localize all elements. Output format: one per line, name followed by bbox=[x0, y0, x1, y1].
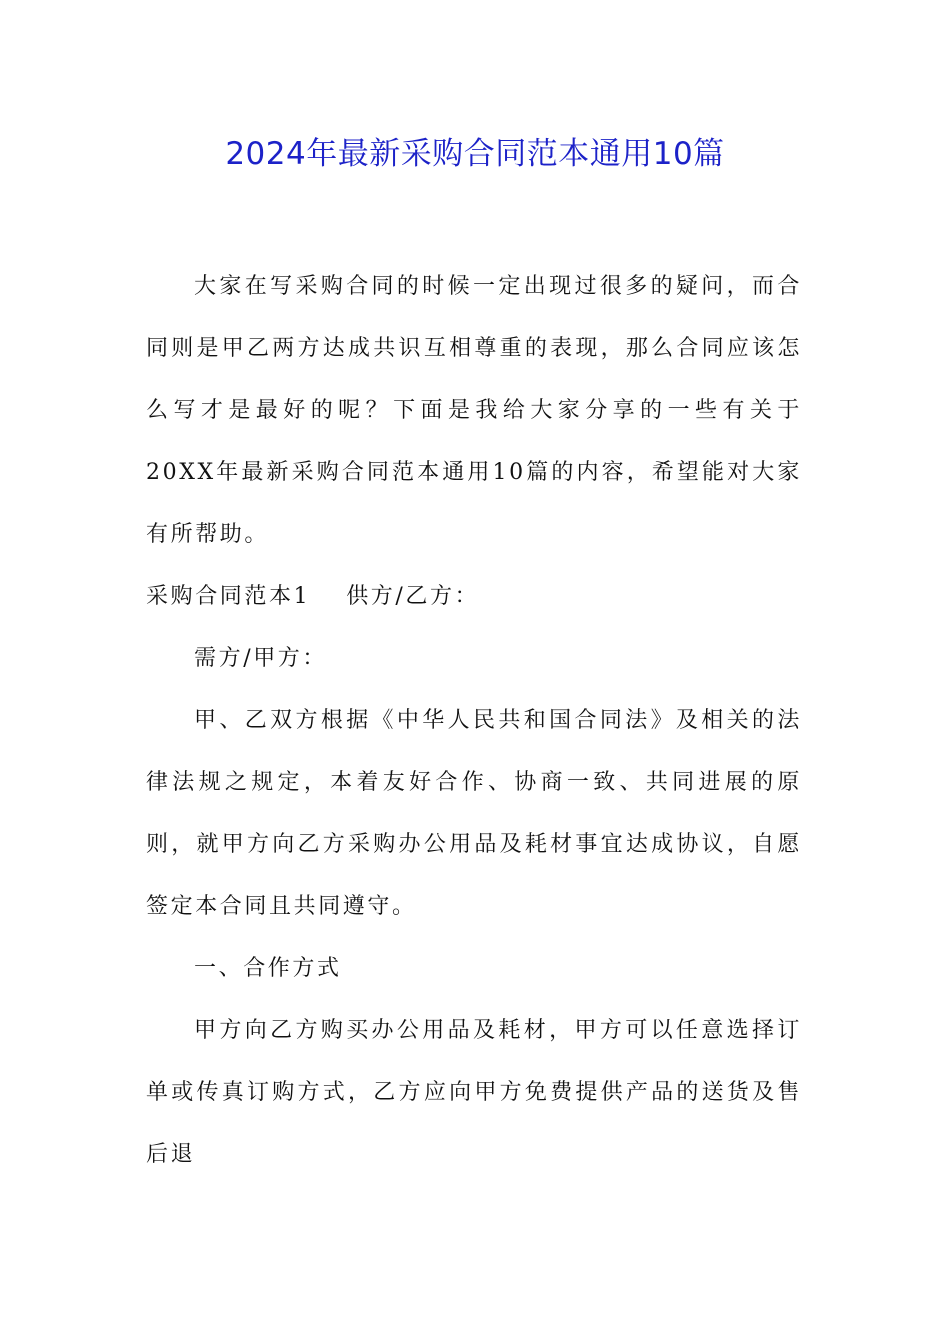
supplier-label: 供方/乙方： bbox=[346, 584, 480, 609]
buyer-label: 需方/甲方： bbox=[194, 646, 328, 671]
sample-heading: 采购合同范本1 bbox=[146, 584, 311, 609]
document-body bbox=[146, 256, 802, 1186]
section-heading: 一、合作方式 bbox=[194, 956, 342, 981]
basis-paragraph: 甲、乙双方根据《中华人民共和国合同法》及相关的法律法规之规定，本着友好合作、协商一致、共同进展的原则，就甲方向乙方采购办公用品及耗材事宜达成协议，自愿签定本合同且共同遵守。 bbox=[146, 708, 802, 919]
intro-paragraph: 大家在写采购合同的时候一定出现过很多的疑问，而合同则是甲乙两方达成共识互相尊重的表现，那么合同应该怎么写才是最好的呢？下面是我给大家分享的一些有关于20XX年最新采购合同范本通用10篇的内容，希望能对大家有所帮助。 bbox=[146, 274, 802, 547]
cooperation-paragraph: 甲方向乙方购买办公用品及耗材，甲方可以任意选择订单或传真订购方式，乙方应向甲方免费提供产品的送货及售后退 bbox=[146, 1018, 802, 1167]
document-title: 2024年最新采购合同范本通用10篇 bbox=[225, 136, 725, 172]
sample-heading-line bbox=[146, 566, 802, 628]
